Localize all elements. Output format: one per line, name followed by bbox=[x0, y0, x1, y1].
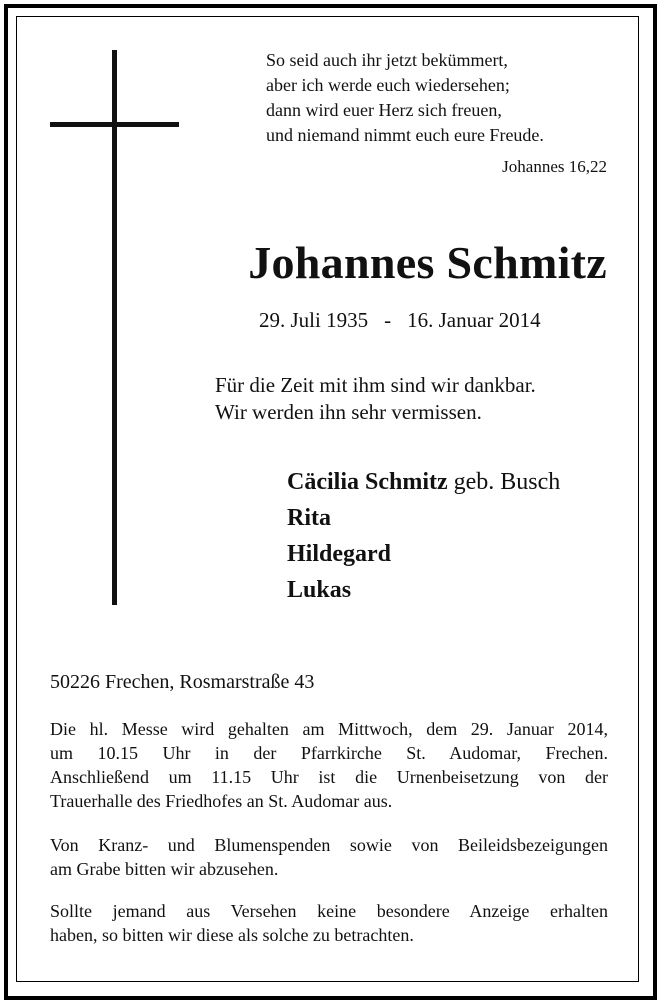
donations-paragraph bbox=[50, 833, 608, 881]
paragraph-line: Anschließend um 11.15 Uhr ist die Urnenbeisetzung von der bbox=[50, 767, 608, 787]
paragraph-line: am Grabe bitten wir abzusehen. bbox=[50, 859, 279, 879]
family-member: Rita bbox=[287, 505, 331, 531]
cross-icon-vertical bbox=[112, 50, 117, 605]
family-member bbox=[287, 464, 560, 500]
paragraph-line: Die hl. Messe wird gehalten am Mittwoch, dem 29. Januar 2014, bbox=[50, 719, 608, 739]
family-member-name: Cäcilia Schmitz bbox=[287, 469, 448, 495]
verse-line: und niemand nimmt euch eure Freude. bbox=[266, 125, 544, 145]
thanks-line: Für die Zeit mit ihm sind wir dankbar. bbox=[215, 373, 536, 397]
thanks-line: Wir werden ihn sehr vermissen. bbox=[215, 400, 482, 424]
life-dates bbox=[259, 308, 541, 333]
verse-line: dann wird euer Herz sich freuen, bbox=[266, 100, 502, 120]
death-date: 16. Januar 2014 bbox=[407, 308, 541, 332]
verse-reference: Johannes 16,22 bbox=[502, 157, 607, 176]
paragraph-line: Sollte jemand aus Versehen keine besondere Anzeige erhalten bbox=[50, 901, 608, 921]
paragraph-line: Von Kranz- und Blumenspenden sowie von Beileidsbezeigungen bbox=[50, 835, 608, 855]
birth-date: 29. Juli 1935 bbox=[259, 308, 369, 332]
paragraph-line: haben, so bitten wir diese als solche zu betrachten. bbox=[50, 925, 414, 945]
family-member: Hildegard bbox=[287, 541, 392, 567]
thanks-text bbox=[215, 372, 536, 426]
family-list bbox=[287, 464, 560, 608]
verse-line: So seid auch ihr jetzt bekümmert, bbox=[266, 50, 508, 70]
family-member-suffix: geb. Busch bbox=[447, 469, 561, 495]
bible-verse bbox=[266, 48, 544, 148]
notice-paragraph bbox=[50, 899, 608, 947]
family-member: Lukas bbox=[287, 577, 352, 603]
paragraph-line: um 10.15 Uhr in der Pfarrkirche St. Audomar, Frechen. bbox=[50, 743, 608, 763]
mass-info-paragraph bbox=[50, 717, 608, 813]
cross-icon-horizontal bbox=[50, 122, 179, 127]
address: 50226 Frechen, Rosmarstraße 43 bbox=[50, 671, 315, 693]
paragraph-line: Trauerhalle des Friedhofes an St. Audomar aus. bbox=[50, 791, 393, 811]
date-separator: - bbox=[384, 308, 392, 332]
deceased-name: Johannes Schmitz bbox=[248, 237, 607, 288]
verse-line: aber ich werde euch wiedersehen; bbox=[266, 75, 510, 95]
